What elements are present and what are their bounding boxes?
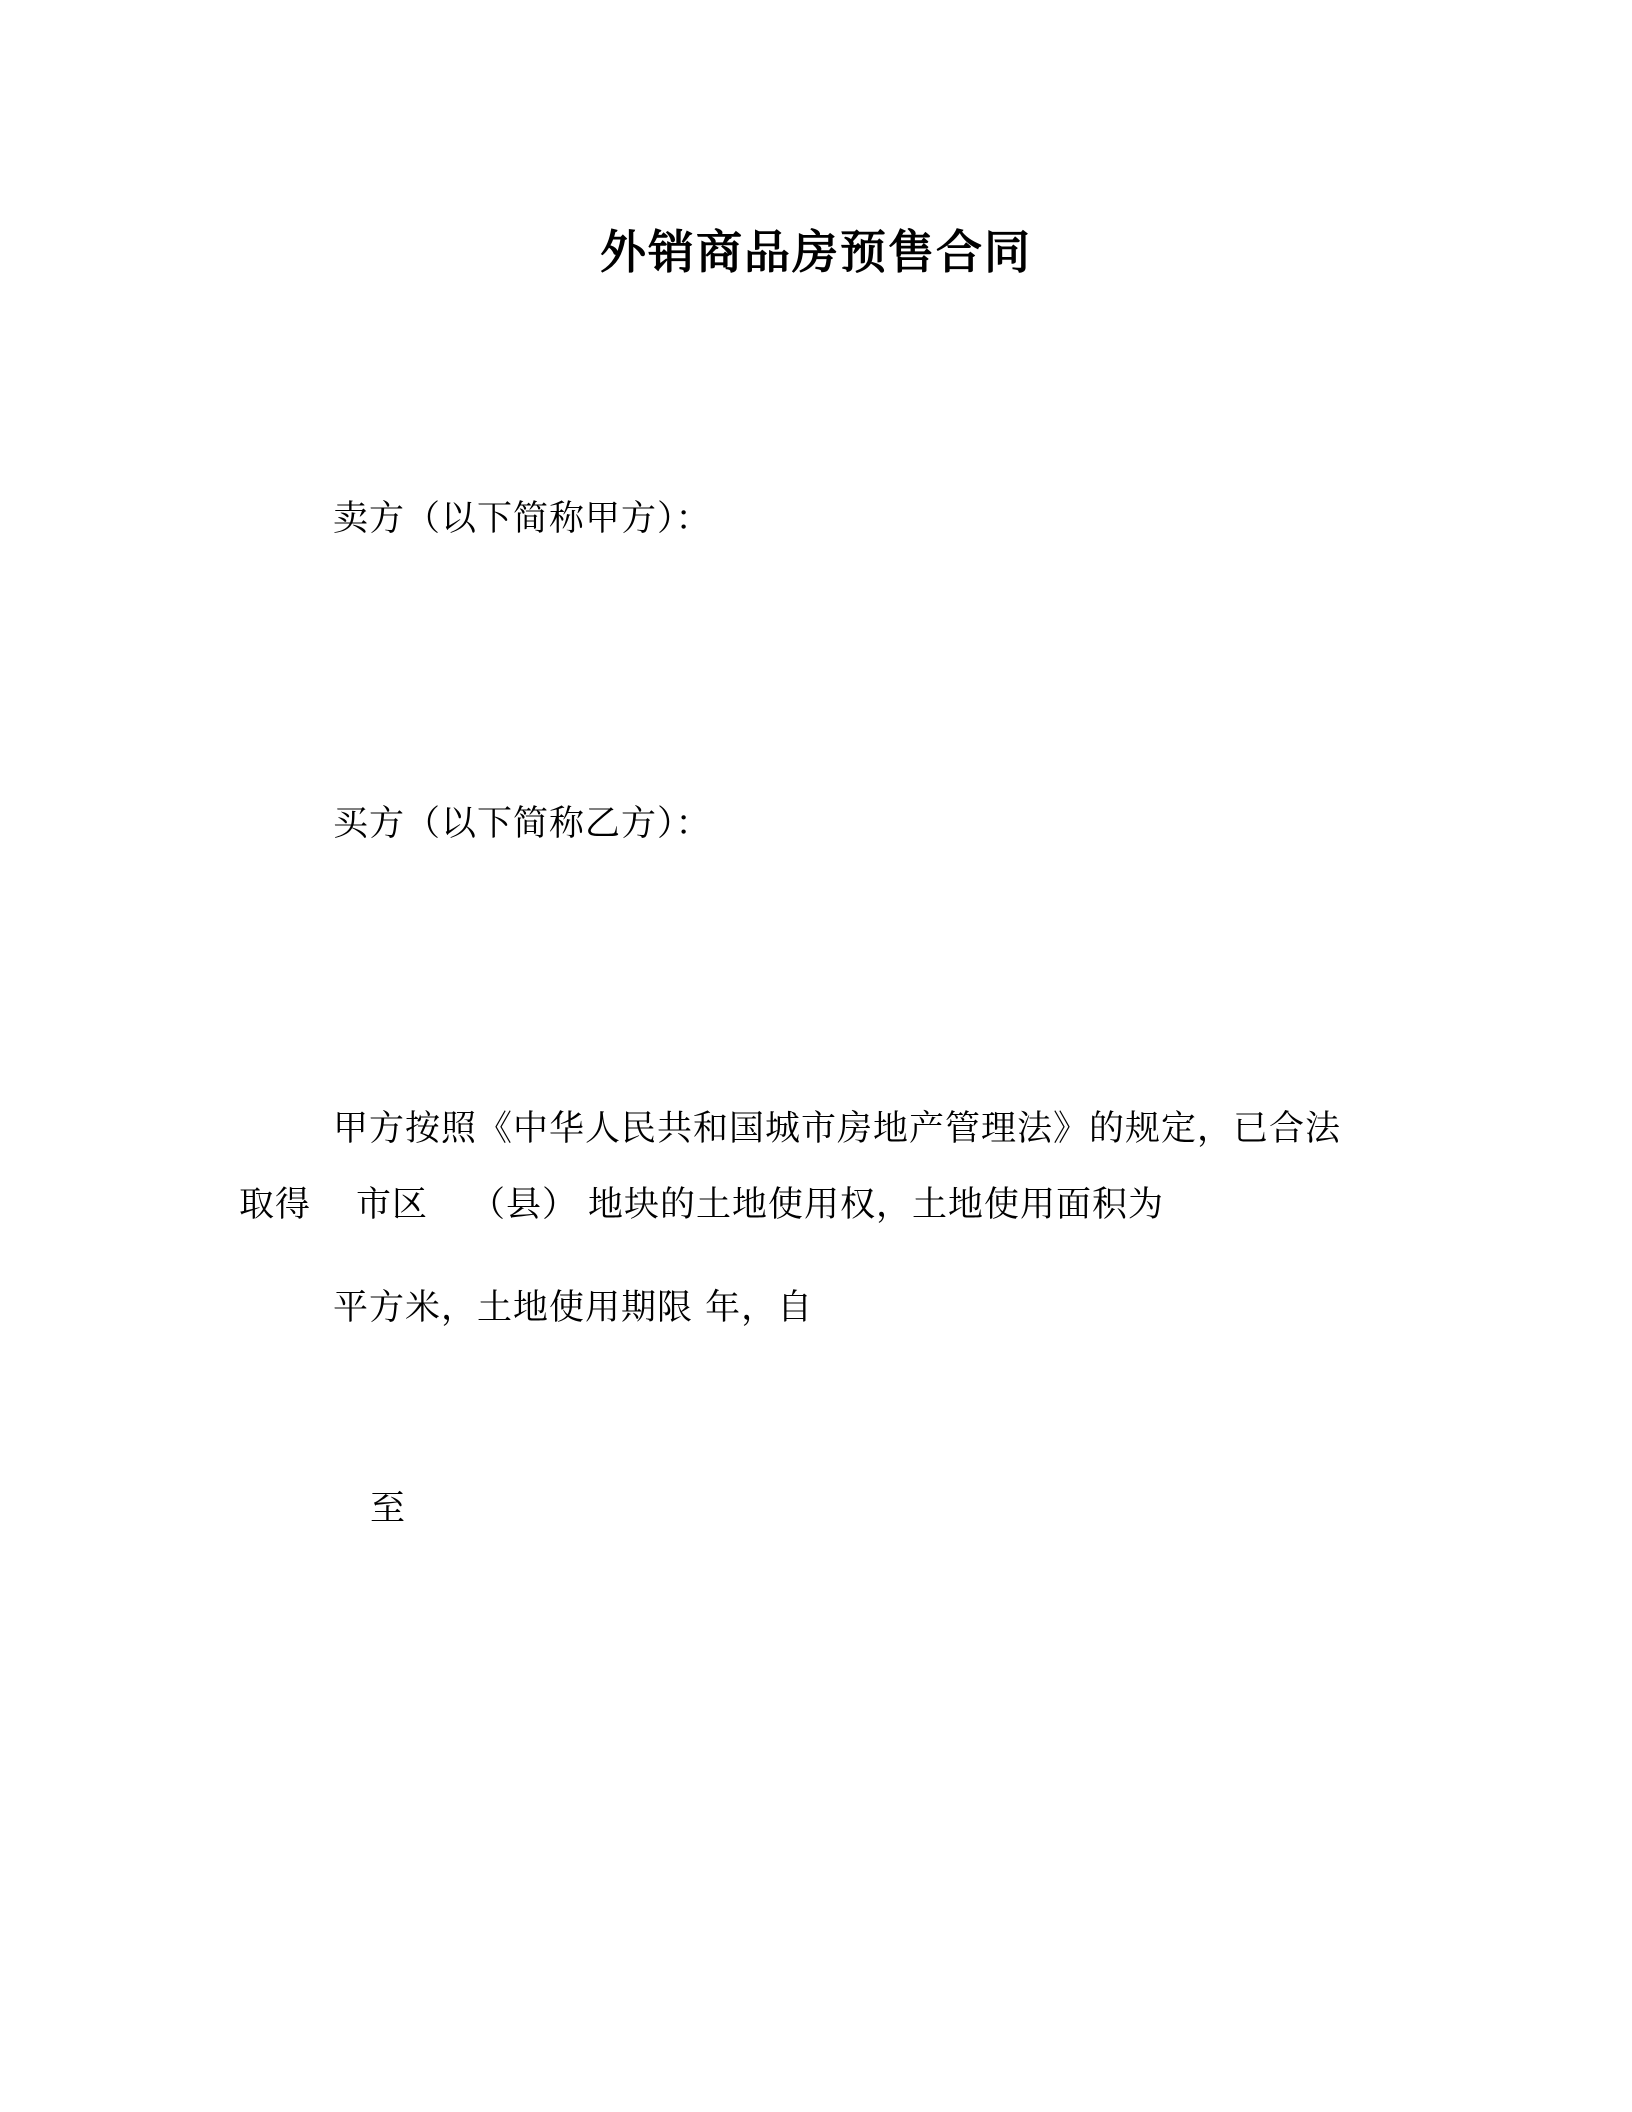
document-title: 外销商品房预售合同 <box>600 225 1032 279</box>
paragraph-line-2-part-4: 地块的土地使用权，土地使用面积为 <box>588 1185 1165 1225</box>
seller-label: 卖方（以下简称甲方）： <box>333 499 712 539</box>
paragraph-line-3: 平方米，土地使用期限 年，自 <box>333 1288 814 1328</box>
paragraph-line-2-part-2: 市区 <box>356 1185 429 1225</box>
paragraph-line-4: 至 <box>370 1489 407 1529</box>
paragraph-line-1: 甲方按照《中华人民共和国城市房地产管理法》的规定，已合法 <box>333 1109 1342 1149</box>
paragraph-line-2-part-1: 取得 <box>239 1185 312 1225</box>
paragraph-line-2-part-3: （县） <box>470 1185 579 1225</box>
buyer-label: 买方（以下简称乙方）： <box>333 804 712 844</box>
paragraph-line-2 <box>0 1183 1632 1227</box>
